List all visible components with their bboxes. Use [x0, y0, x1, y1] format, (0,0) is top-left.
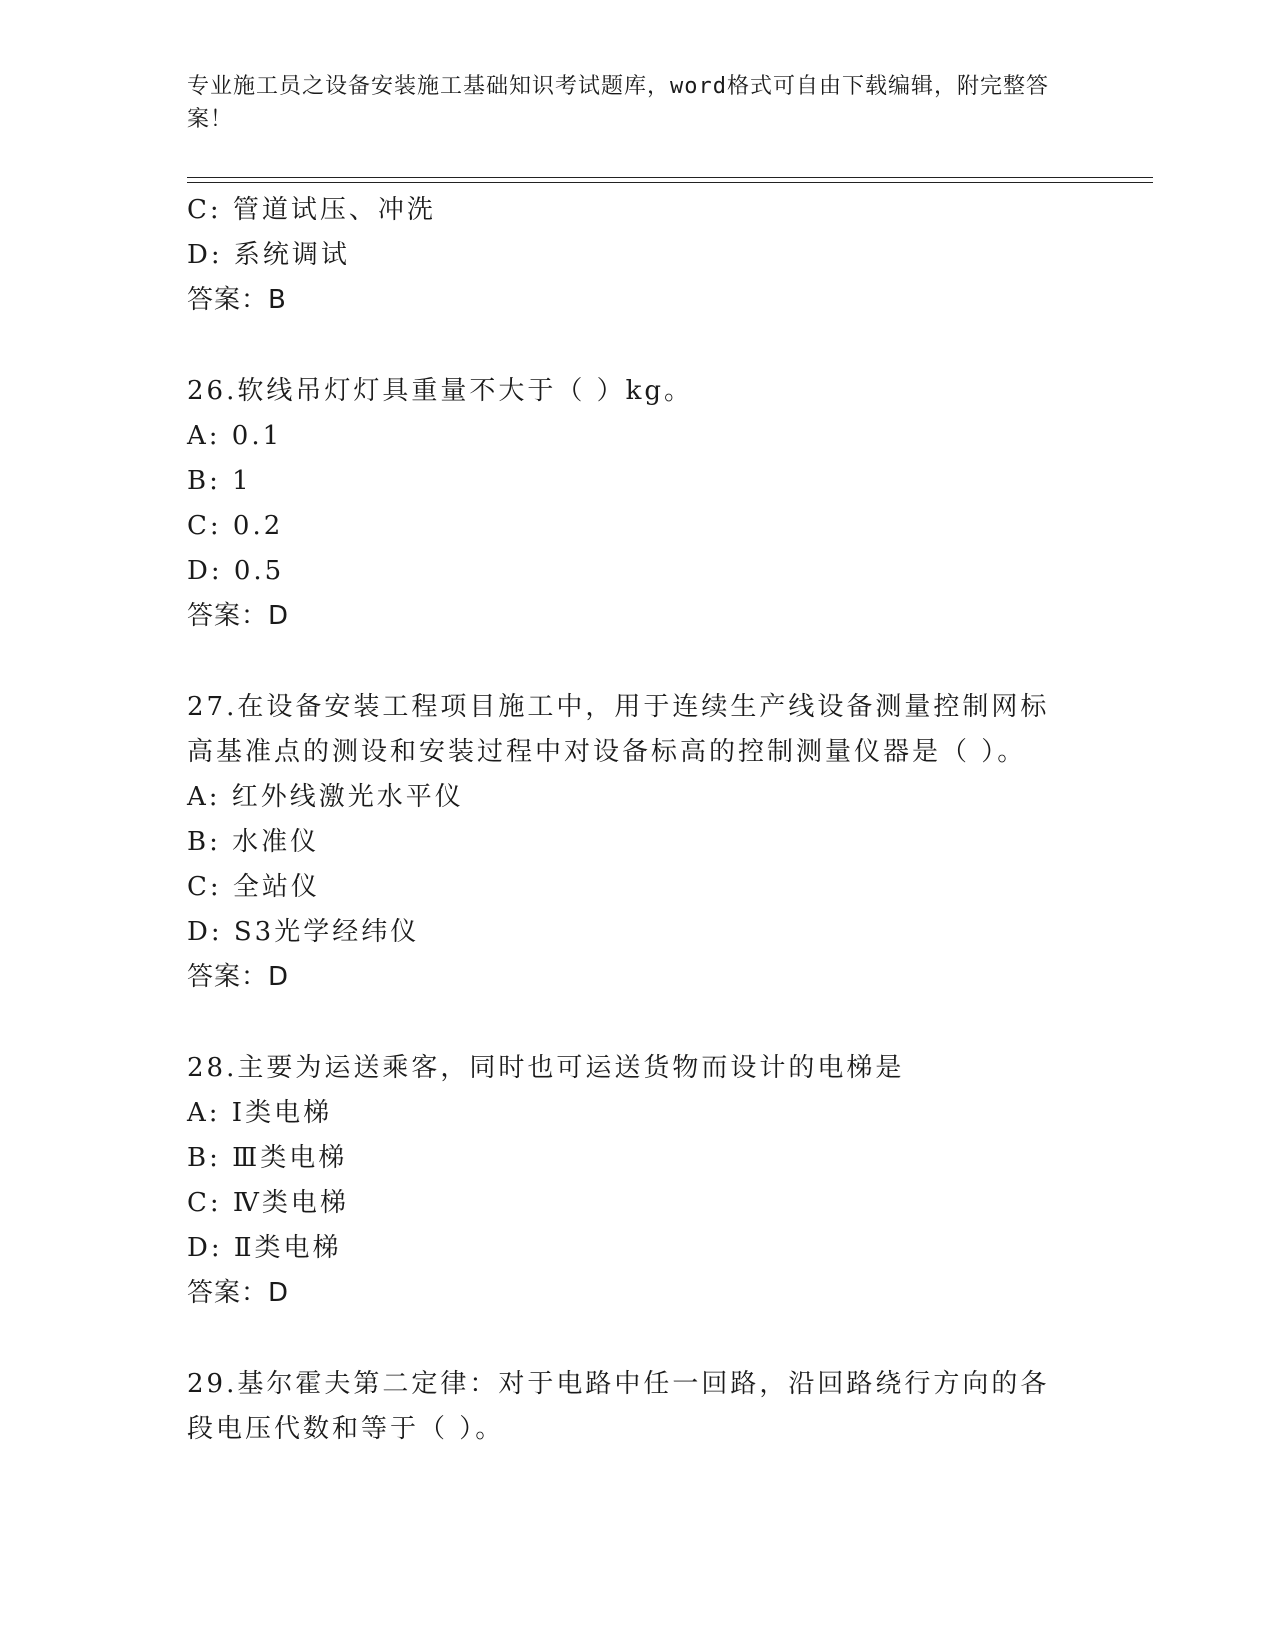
option-c: C: Ⅳ类电梯	[187, 1188, 349, 1218]
header-divider-top	[187, 177, 1153, 178]
option-d: D: 系统调试	[187, 240, 350, 270]
question-title: 29.基尔霍夫第二定律：对于电路中任一回路，沿回路绕行方向的各段电压代数和等于（ ）。	[187, 1369, 1050, 1444]
option-c: C: 0.2	[187, 511, 284, 541]
question-title: 27.在设备安装工程项目施工中，用于连续生产线设备测量控制网标高基准点的测设和安装过程中对设备标高的控制测量仪器是（ ）。	[187, 692, 1050, 767]
question-content	[187, 188, 1087, 1452]
answer-label: 答案：D	[187, 962, 290, 992]
option-a: A: 0.1	[187, 421, 283, 451]
option-b: B: Ⅲ类电梯	[187, 1143, 348, 1173]
option-d: D: S3光学经纬仪	[187, 917, 420, 947]
header-divider-bottom	[187, 182, 1153, 183]
question-title: 26.软线吊灯灯具重量不大于（ ）kg。	[187, 376, 694, 406]
option-c: C: 管道试压、冲洗	[187, 195, 436, 225]
answer-label: 答案：B	[187, 285, 287, 315]
option-b: B: 水准仪	[187, 827, 320, 857]
option-d: D: Ⅱ类电梯	[187, 1233, 342, 1263]
answer-label: 答案：D	[187, 1278, 290, 1308]
option-d: D: 0.5	[187, 556, 285, 586]
option-b: B: 1	[187, 466, 252, 496]
option-a: A: Ⅰ类电梯	[187, 1098, 333, 1128]
question-title: 28.主要为运送乘客，同时也可运送货物而设计的电梯是	[187, 1053, 905, 1083]
document-header-title: 专业施工员之设备安装施工基础知识考试题库，word格式可自由下载编辑，附完整答案！	[187, 74, 1049, 132]
answer-label: 答案：D	[187, 601, 290, 631]
option-c: C: 全站仪	[187, 872, 320, 902]
option-a: A: 红外线激光水平仪	[187, 782, 464, 812]
